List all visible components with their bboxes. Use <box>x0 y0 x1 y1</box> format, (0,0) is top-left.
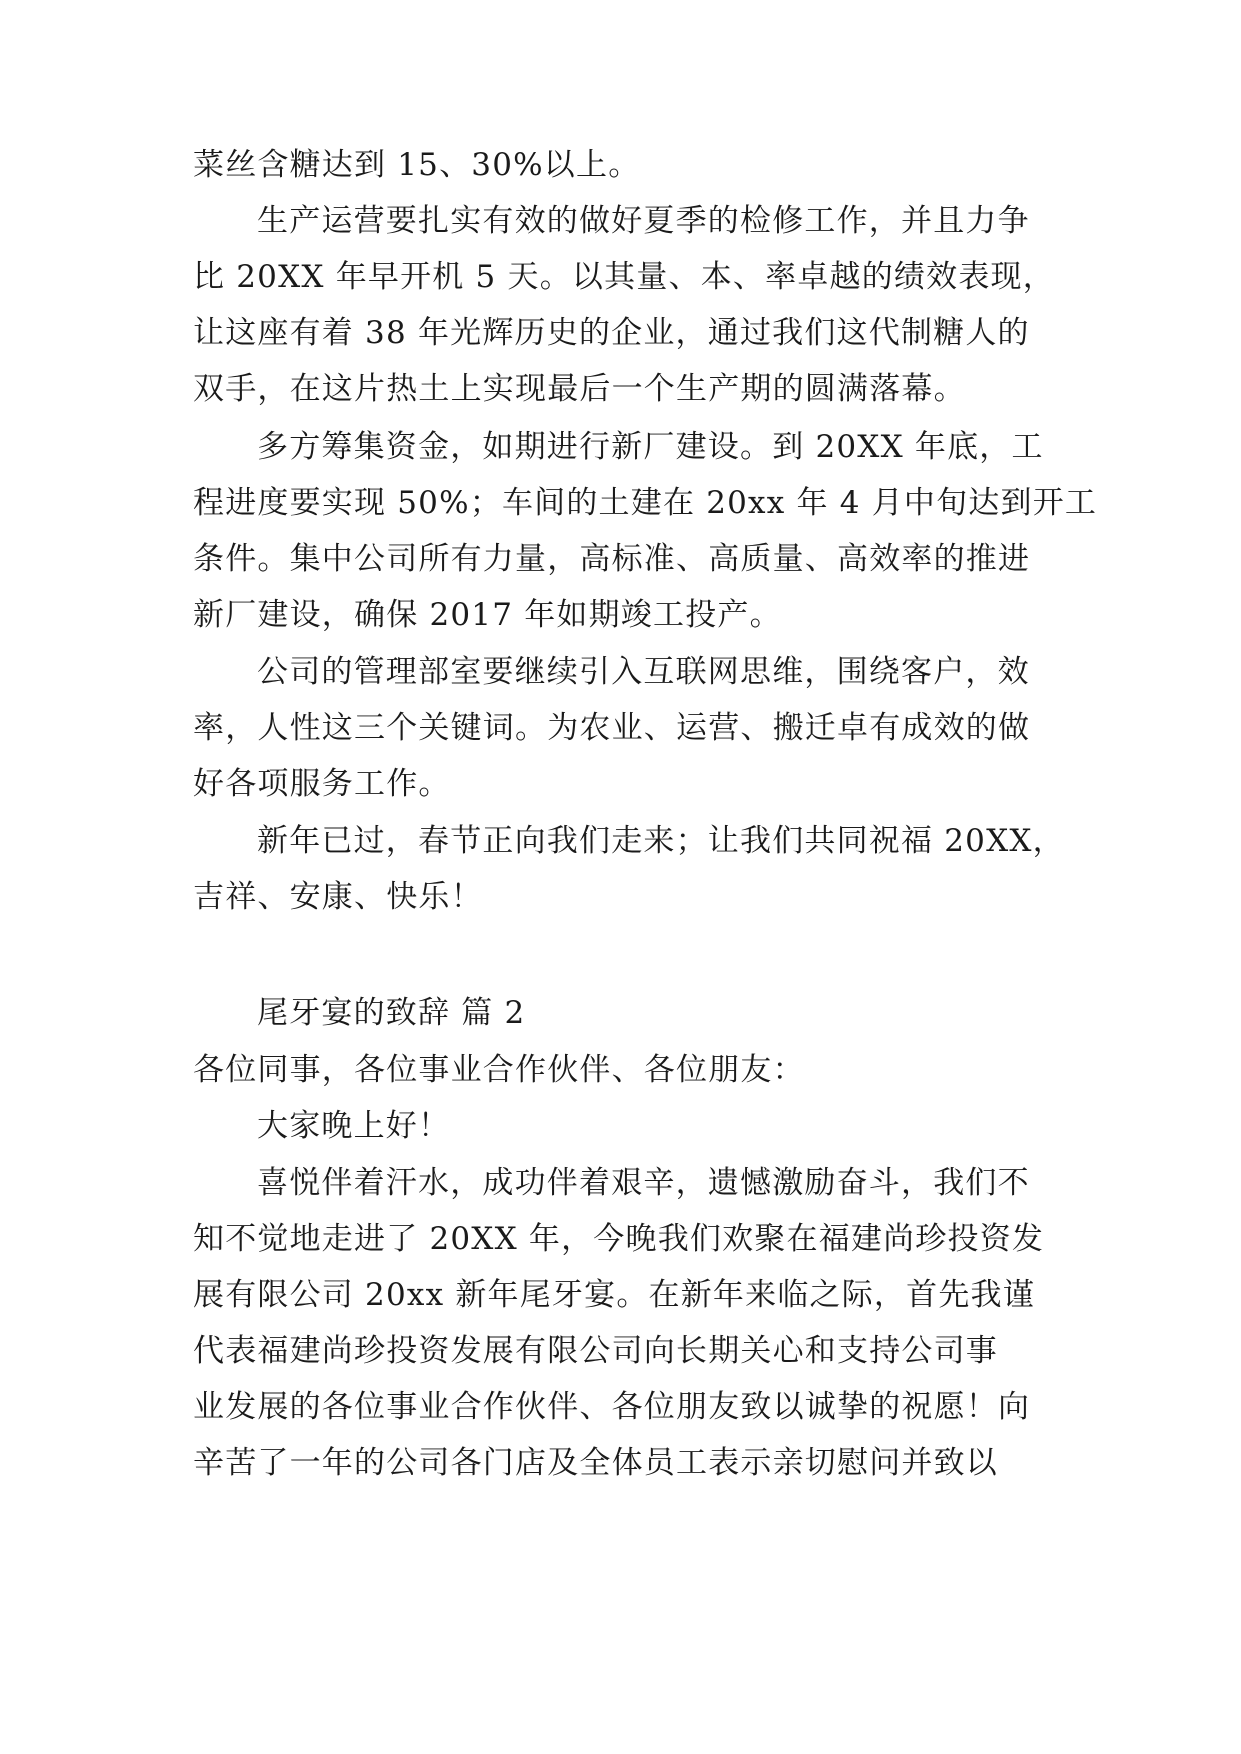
paragraph-first-line: 公司的管理部室要继续引入互联网思维，围绕客户，效 <box>257 654 1030 690</box>
body-text-line: 代表福建尚珍投资发展有限公司向长期关心和支持公司事 <box>193 1333 998 1369</box>
body-text-line: 知不觉地走进了 20XX 年，今晚我们欢聚在福建尚珍投资发 <box>193 1221 1045 1257</box>
greeting: 大家晚上好！ <box>257 1108 451 1144</box>
body-text-line: 让这座有着 38 年光辉历史的企业，通过我们这代制糖人的 <box>193 315 1030 351</box>
body-text-line: 业发展的各位事业合作伙伴、各位朋友致以诚挚的祝愿！向 <box>193 1389 1031 1425</box>
paragraph-first-line: 生产运营要扎实有效的做好夏季的检修工作，并且力争 <box>257 203 1030 239</box>
body-text-line: 菜丝含糖达到 15、30%以上。 <box>193 147 641 183</box>
salutation: 各位同事，各位事业合作伙伴、各位朋友： <box>193 1052 805 1088</box>
section-heading: 尾牙宴的致辞 篇 2 <box>257 995 526 1031</box>
body-text-line: 双手，在这片热土上实现最后一个生产期的圆满落幕。 <box>193 371 966 407</box>
body-text-line: 辛苦了一年的公司各门店及全体员工表示亲切慰问并致以 <box>193 1445 998 1481</box>
body-text-line: 展有限公司 20xx 新年尾牙宴。在新年来临之际，首先我谨 <box>193 1277 1035 1313</box>
body-text-line: 程进度要实现 50%；车间的土建在 20xx 年 4 月中旬达到开工 <box>193 485 1098 521</box>
body-text-line: 吉祥、安康、快乐！ <box>193 879 483 915</box>
body-text-line: 新厂建设，确保 2017 年如期竣工投产。 <box>193 597 782 633</box>
body-text-line: 率，人性这三个关键词。为农业、运营、搬迁卓有成效的做 <box>193 710 1031 746</box>
paragraph-first-line: 新年已过，春节正向我们走来；让我们共同祝福 20XX， <box>257 823 1065 859</box>
paragraph-first-line: 多方筹集资金，如期进行新厂建设。到 20XX 年底，工 <box>257 429 1044 465</box>
body-text-line: 条件。集中公司所有力量，高标准、高质量、高效率的推进 <box>193 541 1031 577</box>
body-text-line: 比 20XX 年早开机 5 天。以其量、本、率卓越的绩效表现， <box>193 259 1055 295</box>
paragraph-first-line: 喜悦伴着汗水，成功伴着艰辛，遗憾激励奋斗，我们不 <box>257 1165 1030 1201</box>
body-text-line: 好各项服务工作。 <box>193 766 451 802</box>
